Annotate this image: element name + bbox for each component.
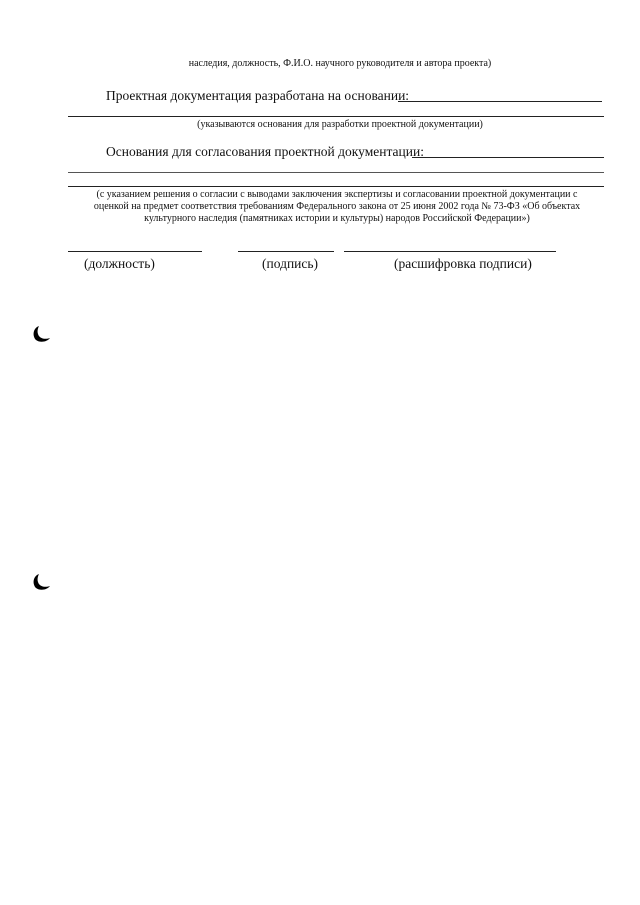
basis-label: Проектная документация разработана на основании: bbox=[106, 88, 410, 103]
approval-caption-line-1: (с указанием решения о согласии с выводами заключения экспертизы и согласовании проектной документации с bbox=[96, 189, 578, 200]
punch-hole-mark-upper bbox=[30, 324, 52, 344]
signature-line[interactable] bbox=[238, 251, 334, 252]
basis-fill-line[interactable] bbox=[398, 101, 602, 102]
top-caption: наследия, должность, Ф.И.О. научного руководителя и автора проекта) bbox=[188, 58, 492, 69]
basis-second-line[interactable] bbox=[68, 116, 604, 117]
punch-hole-mark-lower bbox=[30, 572, 52, 592]
signature-caption: (подпись) bbox=[262, 256, 319, 271]
decoding-line[interactable] bbox=[344, 251, 556, 252]
approval-second-line[interactable] bbox=[68, 172, 604, 173]
position-line[interactable] bbox=[68, 251, 202, 252]
approval-fill-line[interactable] bbox=[412, 157, 604, 158]
approval-label: Основания для согласования проектной документации: bbox=[106, 144, 424, 159]
decoding-caption: (расшифровка подписи) bbox=[394, 256, 532, 271]
approval-third-line[interactable] bbox=[68, 186, 604, 187]
approval-caption-line-2: оценкой на предмет соответствия требованиям Федерального закона от 25 июня 2002 года № 73-ФЗ «Об объектах bbox=[93, 201, 581, 212]
approval-caption bbox=[70, 189, 604, 225]
approval-caption-line-3: культурного наследия (памятниках истории и культуры) народов Российской Федерации») bbox=[144, 213, 530, 224]
basis-caption: (указываются основания для разработки проектной документации) bbox=[197, 119, 483, 130]
position-caption: (должность) bbox=[84, 256, 155, 271]
